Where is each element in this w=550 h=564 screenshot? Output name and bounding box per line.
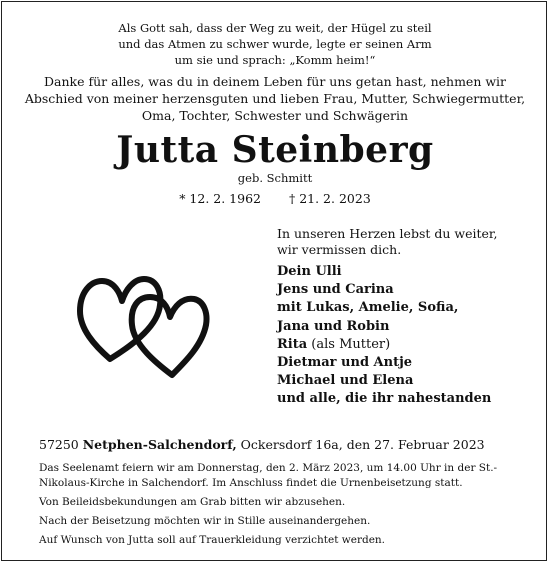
signer: Jens und Carina — [277, 282, 394, 298]
life-dates — [0, 191, 550, 207]
poem-line: und das Atmen zu schwer wurde, legte er seinen Arm — [118, 37, 432, 51]
funeral-notes — [39, 461, 529, 552]
note-paragraph: Nach der Beisetzung möchten wir in Stille auseinandergehen. — [39, 515, 371, 527]
motto — [277, 226, 497, 258]
maiden-name: geb. Schmitt — [237, 171, 313, 185]
signer: mit Lukas, Amelie, Sofia, — [277, 300, 459, 316]
signer: Michael und Elena — [277, 373, 414, 389]
signer: Jana und Robin — [277, 318, 390, 334]
place-date-line — [39, 437, 485, 453]
motto-line: In unseren Herzen lebst du weiter, — [277, 226, 498, 241]
intro-text — [0, 73, 550, 124]
poem — [0, 20, 550, 68]
poem-line: Als Gott sah, dass der Weg zu weit, der Hügel zu steil — [118, 21, 432, 35]
intro-line: Abschied von meiner herzensguten und lieben Frau, Mutter, Schwiegermutter, — [24, 91, 526, 106]
signers-list — [277, 263, 491, 409]
signer: und alle, die ihr nahestanden — [277, 391, 492, 407]
intro-line: Danke für alles, was du in deinem Leben für uns getan hast, nehmen wir — [43, 74, 507, 89]
note-paragraph: Auf Wunsch von Jutta soll auf Trauerkleidung verzichtet werden. — [39, 534, 386, 546]
zip-code: 57250 — [39, 437, 83, 452]
address-date: Ockersdorf 16a, den 27. Februar 2023 — [236, 437, 485, 452]
signer: Dietmar und Antje — [277, 355, 413, 371]
signer-name: Rita — [277, 336, 308, 352]
signer-note: (als Mutter) — [307, 336, 391, 352]
signer: Dein Ulli — [277, 264, 342, 279]
motto-line: wir vermissen dich. — [277, 242, 402, 257]
deceased-name: Jutta Steinberg — [116, 129, 434, 171]
town: Netphen-Salchendorf, — [82, 437, 237, 452]
two-hearts-icon — [76, 263, 210, 379]
signer — [277, 336, 491, 354]
intro-line: Oma, Tochter, Schwester und Schwägerin — [141, 108, 409, 123]
birth-date: * 12. 2. 1962 — [179, 191, 261, 206]
poem-line: um sie und sprach: „Komm heim!“ — [174, 53, 376, 67]
note-paragraph: Das Seelenamt feiern wir am Donnerstag, den 2. März 2023, um 14.00 Uhr in der St.-Nikolaus-Kirche in Salchendorf. Im Anschluss findet die Urnenbeisetzung statt. — [39, 462, 498, 489]
death-date: † 21. 2. 2023 — [288, 191, 371, 206]
note-paragraph: Von Beileidsbekundungen am Grab bitten wir abzusehen. — [39, 496, 346, 508]
